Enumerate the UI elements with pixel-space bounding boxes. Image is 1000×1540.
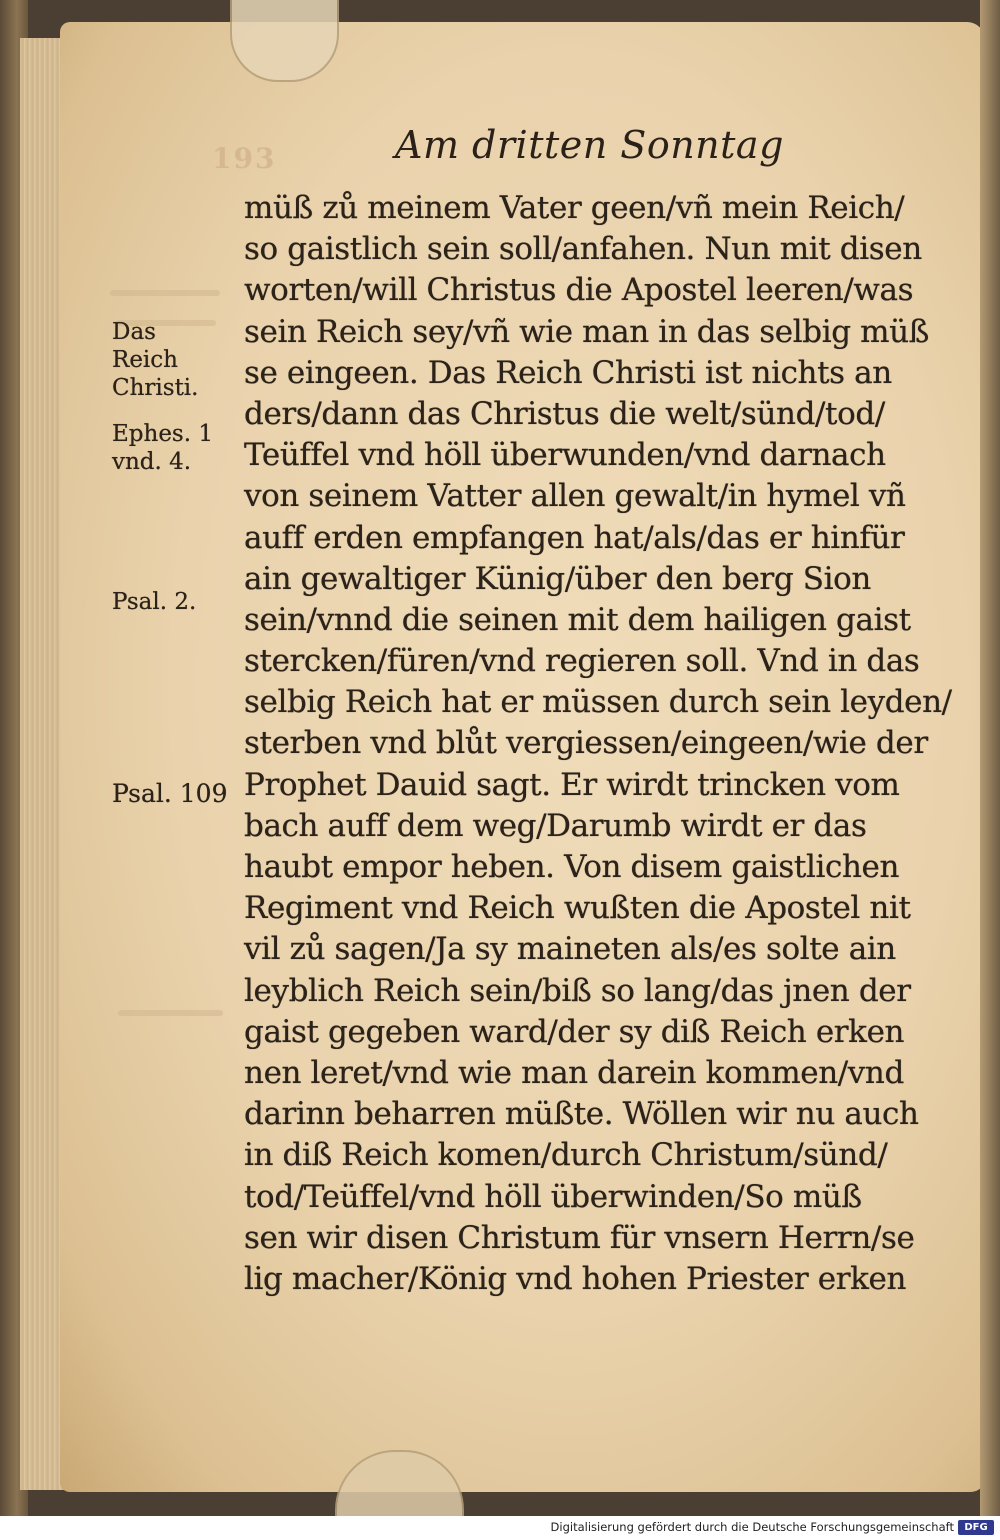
body-text: [244, 188, 974, 1300]
text-line: vil zů sagen/Ja sy maineten als/es solte ain: [244, 931, 896, 968]
margin-note-psal-109: [112, 780, 242, 808]
show-through-text: [118, 1010, 223, 1016]
text-line: so gaistlich sein soll/anfahen. Nun mit disen: [244, 231, 922, 268]
text-line: selbig Reich hat er müssen durch sein leyden/: [244, 684, 952, 721]
text-line: Regiment vnd Reich wußten die Apostel nit: [244, 890, 911, 927]
text-line: sterben vnd blůt vergiessen/eingeen/wie der: [244, 725, 928, 762]
text-line: ders/dann das Christus die welt/sünd/tod/: [244, 395, 885, 432]
text-line: haubt empor heben. Von disem gaistlichen: [244, 849, 900, 885]
text-line: auff erden empfangen hat/als/das er hinfür: [244, 519, 905, 556]
running-header: Am dritten Sonntag: [395, 123, 784, 167]
text-line: müß zů meinem Vater geen/vñ mein Reich/: [244, 190, 905, 226]
text-line: darinn beharren müßte. Wöllen wir nu auch: [244, 1096, 919, 1133]
text-line: bach auff dem weg/Darumb wirdt er das: [244, 807, 867, 844]
clasp-top: [230, 0, 339, 82]
text-line: sein Reich sey/vñ wie man in das selbig müß: [244, 313, 929, 350]
margin-note-line: Psal. 109: [112, 779, 228, 808]
text-line: gaist gegeben ward/der sy diß Reich erken: [244, 1013, 905, 1050]
text-line: worten/will Christus die Apostel leeren/was: [244, 272, 914, 309]
margin-note-line: Reich: [112, 347, 178, 373]
margin-note-ephes: [112, 420, 232, 476]
text-line: nen leret/vnd wie man darein kommen/vnd: [244, 1054, 904, 1091]
dfg-logo: DFG: [958, 1520, 994, 1535]
text-line: sen wir disen Christum für vnsern Herrn/se: [244, 1219, 915, 1256]
margin-note-line: vnd. 4.: [112, 449, 192, 475]
text-line: sein/vnnd die seinen mit dem hailigen gaist: [244, 601, 911, 638]
margin-note-reich-christi: [112, 318, 232, 402]
text-line: se eingeen. Das Reich Christi ist nichts an: [244, 354, 892, 391]
text-line: Teüffel vnd höll überwunden/vnd darnach: [244, 437, 886, 474]
text-line: Prophet Dauid sagt. Er wirdt trincken vom: [244, 766, 900, 803]
footer-bar: [0, 1516, 1000, 1540]
funding-credit: Digitalisierung gefördert durch die Deutsche Forschungsgemeinschaft: [550, 1520, 954, 1534]
text-line: von seinem Vatter allen gewalt/in hymel vñ: [244, 478, 906, 515]
book-right-edge: [980, 0, 1000, 1516]
text-line: ain gewaltiger Künig/über den berg Sion: [244, 560, 871, 597]
margin-note-psal-2: [112, 588, 232, 616]
margin-note-line: Christi.: [112, 375, 199, 401]
text-line: leyblich Reich sein/biß so lang/das jnen der: [244, 972, 911, 1009]
show-through-text: [110, 290, 220, 296]
text-line: in diß Reich komen/durch Christum/sünd/: [244, 1137, 888, 1174]
margin-note-line: Das: [112, 319, 156, 345]
show-through-page-number: 193: [212, 142, 277, 175]
text-line: stercken/füren/vnd regieren soll. Vnd in das: [244, 643, 920, 680]
margin-note-line: Ephes. 1: [112, 421, 213, 447]
text-line: tod/Teüffel/vnd höll überwinden/So müß: [244, 1178, 862, 1215]
margin-note-line: Psal. 2.: [112, 589, 197, 615]
text-line: lig macher/König vnd hohen Priester erken: [244, 1260, 907, 1297]
